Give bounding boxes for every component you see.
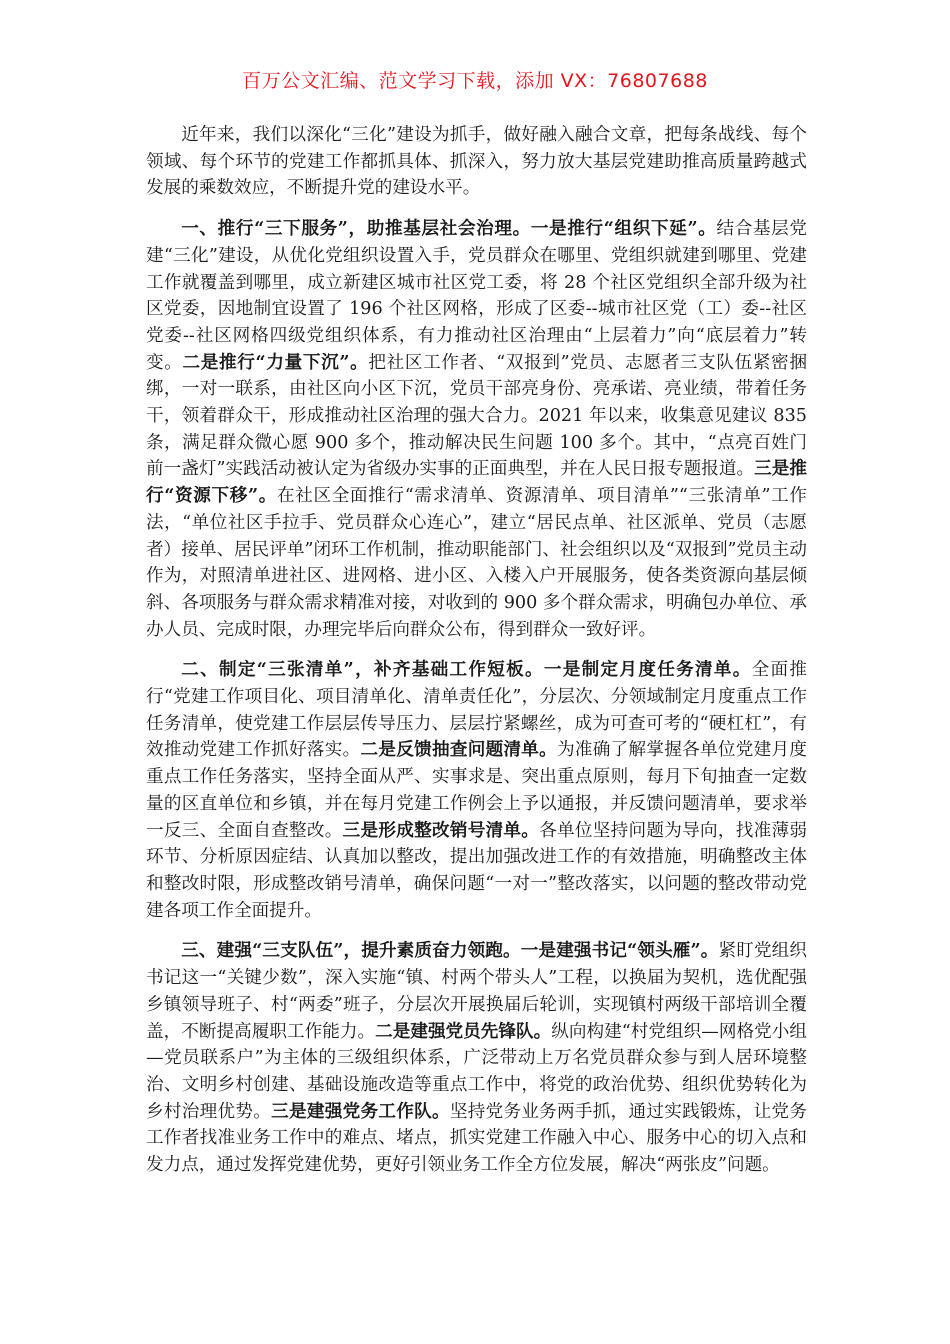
subsection-heading: 三是推行“资源下移”。	[146, 458, 807, 507]
section-heading: 二、制定“三张清单”，补齐基础工作短板。一是制定月度任务清单。	[181, 659, 752, 681]
paragraph-section-1	[146, 216, 807, 643]
promo-banner: 百万公文汇编、范文学习下载，添加 VX：76807688	[242, 70, 708, 92]
subsection-heading: 二是反馈抽查问题清单。	[360, 739, 558, 761]
subsection-heading: 三是形成整改销号清单。	[342, 819, 540, 841]
text-run: 在社区全面推行“需求清单、资源清单、项目清单”“三张清单”工作法，“单位社区手拉手、党员群众心连心”，建立“居民点单、社区派单、党员（志愿者）接单、居民评单”闭环工作机制，推动职能部门、社会组织以及“双报到”党员主动作为，对照清单进社区、进网格、进小区、入楼入户开展服务，使各类资源向基层倾斜、各项服务与群众需求精准对接，对收到的 900 多个群众需求，明确包办单位、承办人员、完成时限，办理完毕后向群众公布，得到群众一致好评。	[146, 486, 807, 640]
text-run: 近年来，我们以深化“三化”建设为抓手，做好融入融合文章，把每条战线、每个领域、每个环节的党建工作都抓具体、抓深入，努力放大基层党建助推高质量跨越式发展的乘数效应，不断提升党的建设水平。	[146, 125, 807, 199]
paragraph-section-3	[146, 938, 807, 1178]
document-body	[146, 122, 807, 1193]
text-run: 把社区工作者、“双报到”党员、志愿者三支队伍紧密捆绑，一对一联系，由社区向小区下沉，党员干部亮身份、亮承诺、亮业绩，带着任务干，领着群众干，形成推动社区治理的强大合力。2021 年以来，收集意见建议 835 条，满足群众微心愿 900 多个，推动解决民生问题 100 多个。其中，“点亮百姓门前一盏灯”实践活动被认定为省级办实事的正面典型，并在人民日报专题报道。	[146, 352, 807, 480]
text-run: 各单位坚持问题为导向，找准薄弱环节、分析原因症结、认真加以整改，提出加强改进工作的有效措施，明确整改主体和整改时限，形成整改销号清单，确保问题“一对一”整改落实，以问题的整改带动党建各项工作全面提升。	[146, 820, 807, 921]
text-run: 紧盯党组织书记这一“关键少数”，深入实施“镇、村两个带头人”工程，以换届为契机，选优配强乡镇领导班子、村“两委”班子，分层次开展换届后轮训，实现镇村两级干部培训全覆盖，不断提高履职工作能力。	[146, 941, 807, 1042]
text-run: 全面推行“党建工作项目化、项目清单化、清单责任化”，分层次、分领域制定月度重点工作任务清单，使党建工作层层传导压力、层层拧紧螺丝，成为可查可考的“硬杠杠”，有效推动党建工作抓好落实。	[146, 660, 807, 761]
subsection-heading: 三是建强党务工作队。	[271, 1100, 450, 1122]
paragraph-intro	[146, 122, 807, 202]
section-heading: 一、推行“三下服务”，助推基层社会治理。一是推行“组织下延”。	[181, 218, 717, 240]
text-run: 结合基层党建“三化”建设，从优化党组织设置入手，党员群众在哪里、党组织就建到哪里、党建工作就覆盖到哪里，成立新建区城市社区党工委，将 28 个社区党组织全部升级为社区党委，因地制宜设置了 196 个社区网格，形成了区委--城市社区党（工）委--社区党委--社区网格四级党组织体系，有力推动社区治理由“上层着力”向“底层着力”转变。	[146, 219, 807, 373]
text-run: 纵向构建“村党组织—网格党小组—党员联系户”为主体的三级组织体系，广泛带动上万名党员群众参与到人居环境整治、文明乡村创建、基础设施改造等重点工作中，将党的政治优势、组织优势转化为乡村治理优势。	[146, 1021, 807, 1122]
text-run: 为准确了解掌握各单位党建月度重点工作任务落实，坚持全面从严、实事求是、突出重点原则，每月下旬抽查一定数量的区直单位和乡镇，并在每月党建工作例会上予以通报，并反馈问题清单，要求举一反三、全面自查整改。	[146, 740, 807, 841]
subsection-heading: 二是建强党员先锋队。	[375, 1020, 552, 1042]
text-run: 坚持党务业务两手抓，通过实践锻炼，让党务工作者找准业务工作中的难点、堵点，抓实党建工作融入中心、服务中心的切入点和发力点，通过发挥党建优势，更好引领业务工作全方位发展，解决“两张皮”问题。	[146, 1101, 807, 1176]
subsection-heading: 二是推行“力量下沉”。	[182, 351, 369, 373]
paragraph-section-2	[146, 657, 807, 924]
section-heading: 三、建强“三支队伍”，提升素质奋力领跑。一是建强书记“领头雁”。	[181, 940, 719, 962]
